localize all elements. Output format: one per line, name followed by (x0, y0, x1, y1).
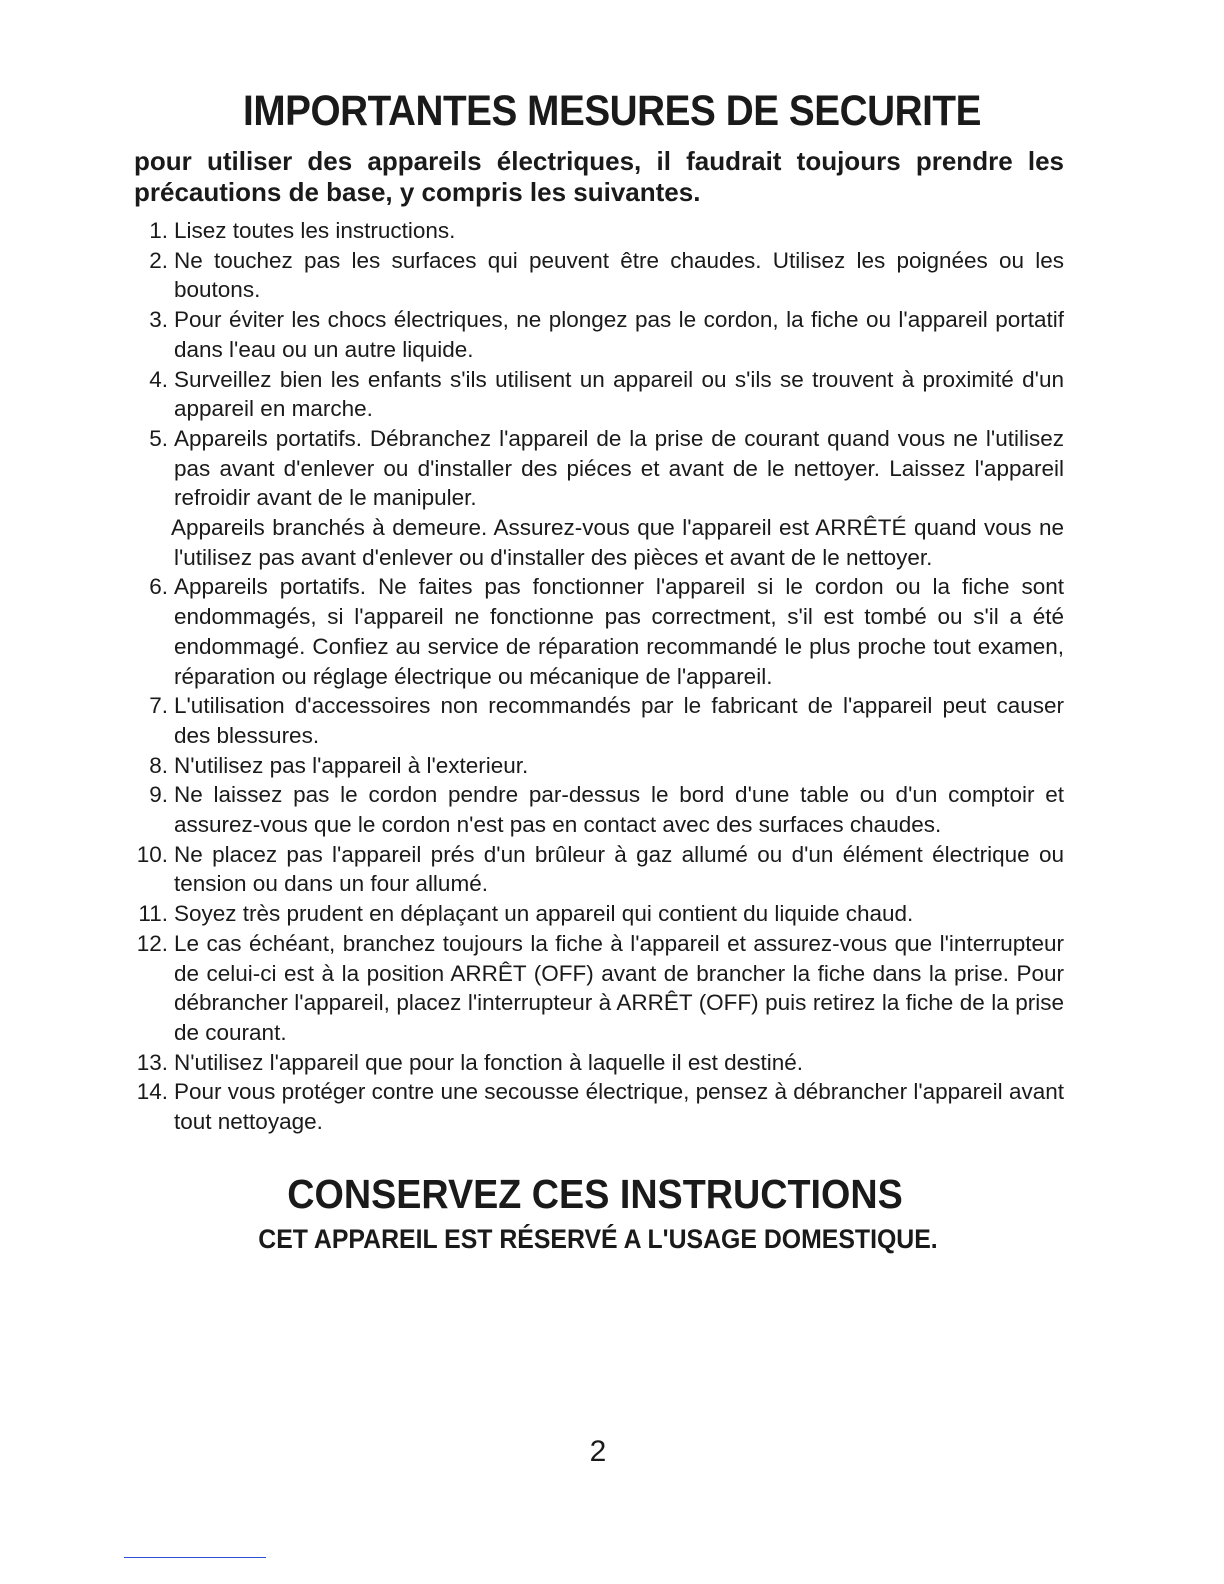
rule-text: Soyez très prudent en déplaçant un appareil qui contient du liquide chaud. (174, 901, 914, 927)
page-title: IMPORTANTES MESURES DE SECURITE (243, 87, 981, 135)
rule-text: Appareils portatifs. Ne faites pas fonctionner l'appareil si le cordon ou la fiche sont endommagés, si l'appareil ne fonctionne pas correctment, s'il est tombé ou s'il a été endommagé. Confiez au service de réparation recommandé le plus proche tout examen, réparation ou réglage électrique ou mécanique de l'appareil. (174, 574, 1064, 689)
rule-item (130, 572, 1064, 691)
rule-number: 8. (149, 752, 168, 778)
rule-text: Pour vous protéger contre une secousse électrique, pensez à débrancher l'appareil avant tout nettoyage. (174, 1079, 1064, 1135)
rule-number: 14. (136, 1079, 168, 1105)
intro-text: pour utiliser des appareils électriques, il faudrait toujours prendre les précautions de base, y compris les suivantes. (134, 146, 1064, 207)
rule-number: 10. (136, 841, 168, 867)
rule-item (130, 305, 1064, 364)
rule-item (130, 1077, 1064, 1136)
rule-number: 11. (138, 901, 168, 927)
rule-item (130, 246, 1064, 305)
rule-number: 5. (149, 425, 168, 451)
rule-text: Pour éviter les chocs électriques, ne plongez pas le cordon, la fiche ou l'appareil portatif dans l'eau ou un autre liquide. (174, 307, 1064, 362)
rule-item (130, 216, 1064, 246)
rule-item (130, 899, 1064, 929)
rule-text: Lisez toutes les instructions. (174, 218, 456, 243)
rule-number: 13. (136, 1049, 168, 1075)
rule-text: Le cas échéant, branchez toujours la fiche à l'appareil et assurez-vous que l'interrupteur de celui-ci est à la position ARRÊT (OFF) avant de brancher la fiche dans la prise. Pour débrancher l'appareil, placez l'interrupteur à ARRÊT (OFF) puis retirez la fiche de la prise de courant. (174, 930, 1064, 1045)
rule-item (130, 1048, 1064, 1078)
rule-item (130, 929, 1064, 1048)
rule-item (130, 691, 1064, 750)
page-number: 2 (589, 1435, 607, 1468)
rule-item (130, 424, 1064, 573)
rule-text: Ne laissez pas le cordon pendre par-dessus le bord d'une table ou d'un comptoir et assurez-vous que le cordon n'est pas en contact avec des surfaces chaudes. (174, 782, 1064, 838)
rule-text: Surveillez bien les enfants s'ils utilisent un appareil ou s'ils se trouvent à proximité d'un appareil en marche. (174, 366, 1064, 422)
rule-item (130, 365, 1064, 424)
rule-number: 7. (149, 693, 168, 719)
rule-text: Ne placez pas l'appareil prés d'un brûleur à gaz allumé ou d'un élément électrique ou tension ou dans un four allumé. (174, 841, 1064, 897)
closing-title: CONSERVEZ CES INSTRUCTIONS (287, 1171, 903, 1217)
rule-number: 4. (149, 366, 168, 392)
rule-number: 6. (149, 574, 168, 600)
rule-text: N'utilisez l'appareil que pour la fonction à laquelle il est destiné. (174, 1049, 803, 1075)
rule-number: 3. (149, 307, 168, 333)
safety-rules-list (130, 216, 1064, 1137)
rule-text: N'utilisez pas l'appareil à l'exterieur. (174, 752, 529, 778)
rule-text-extra: Appareils branchés à demeure. Assurez-vous que l'appareil est ARRÊTÉ quand vous ne l'utilisez pas avant d'enlever ou d'installer des pièces et avant de le nettoyer. (171, 515, 1064, 570)
rule-text: L'utilisation d'accessoires non recommandés par le fabricant de l'appareil peut causer des blessures. (174, 693, 1064, 748)
footer-divider (124, 1557, 266, 1558)
closing-subtitle: CET APPAREIL EST RÉSERVÉ A L'USAGE DOMESTIQUE. (258, 1224, 938, 1254)
rule-number: 12. (136, 930, 168, 956)
rule-number: 2. (149, 247, 168, 273)
rule-number: 1. (149, 218, 168, 243)
rule-number: 9. (149, 782, 168, 808)
rule-text: Appareils portatifs. Débranchez l'appareil de la prise de courant quand vous ne l'utilisez pas avant d'enlever ou d'installer des piéces et avant de le nettoyer. Laissez l'appareil refroidir avant de le manipuler. (174, 425, 1064, 511)
rule-text: Ne touchez pas les surfaces qui peuvent être chaudes. Utilisez les poignées ou les boutons. (174, 247, 1064, 303)
rule-item (130, 840, 1064, 899)
rule-item (130, 751, 1064, 781)
rule-item (130, 780, 1064, 839)
